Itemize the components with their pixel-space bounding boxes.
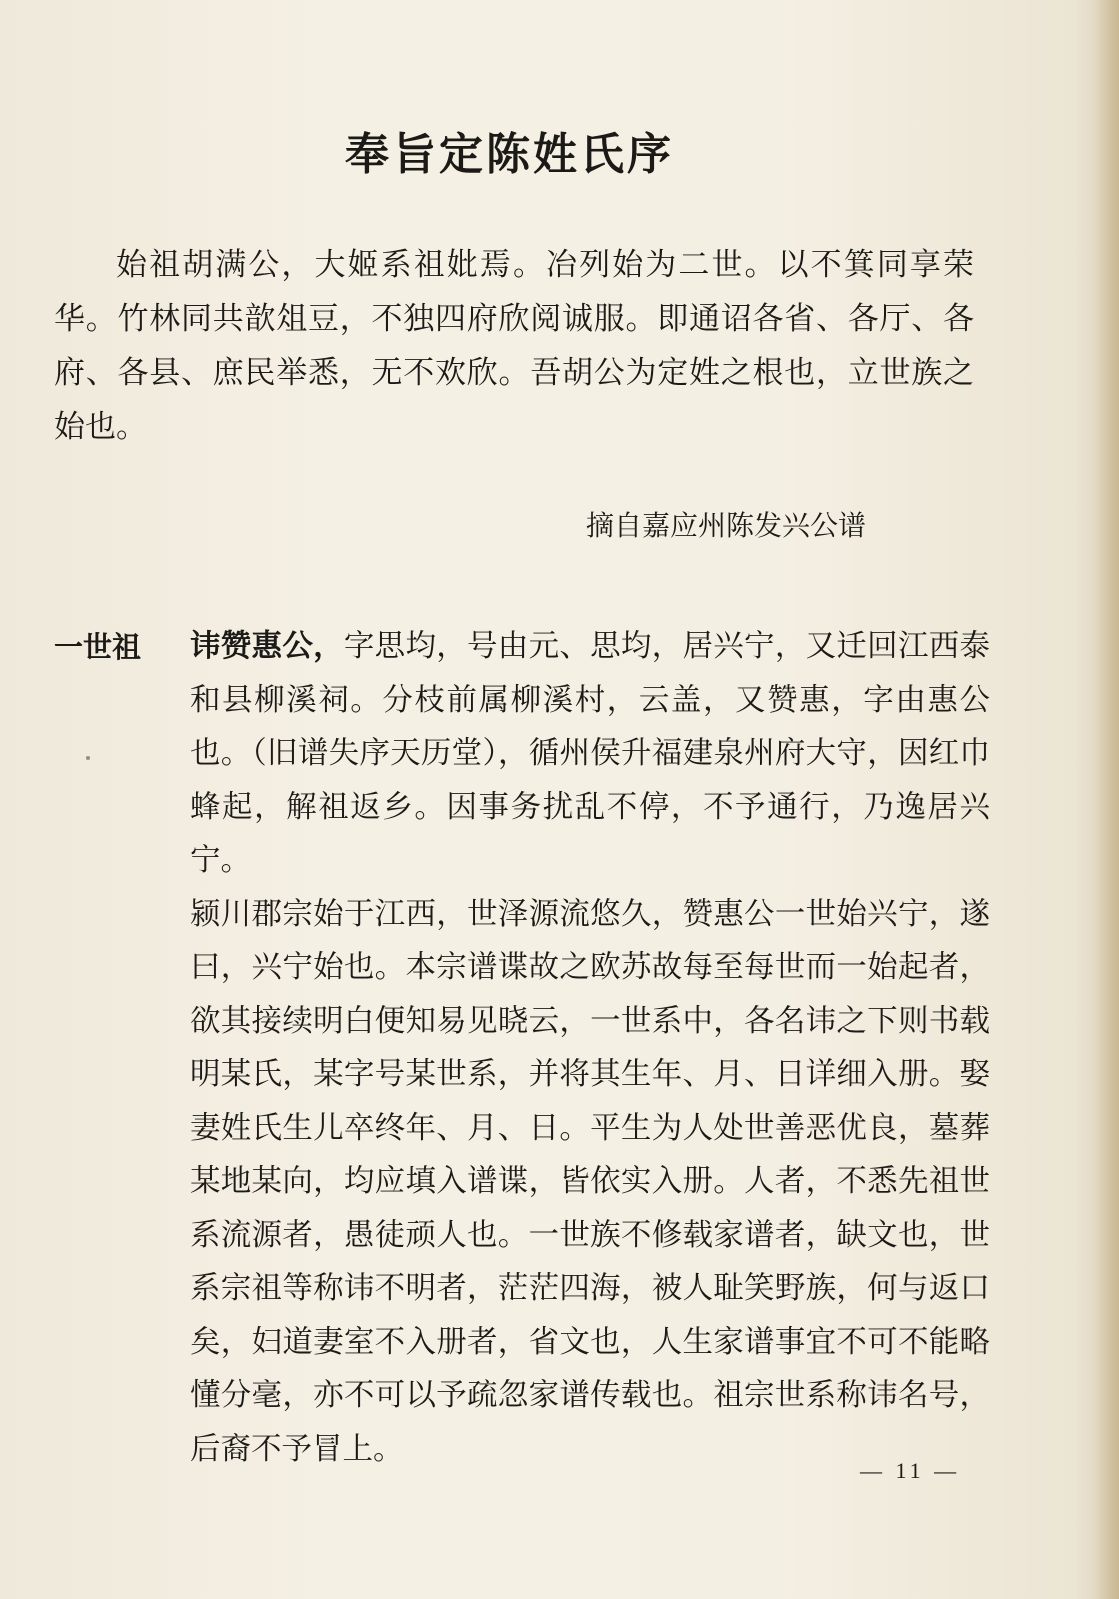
generation-paragraph-1-text: 字思均，号由元、思均，居兴宁，又迁回江西泰和县柳溪祠。分枝前属柳溪村，云盖，又赞惠，字由惠公也。（旧谱失序天历堂），循州侯升福建泉州府大守，因红巾蜂起，解祖返乡。因事务扰乱不停，不予通行，乃逸居兴宁。 [190, 629, 991, 878]
intro-paragraph: 始祖胡满公，大姬系祖妣焉。冶列始为二世。以不箕同享荣华。竹林同共歆俎豆，不独四府欣阅诚服。即通诏各省、各厅、各府、各县、庶民举悉，无不欢欣。吾胡公为定姓之根也，立世族之始也。 [54, 247, 974, 445]
page-number: — 11 — [860, 1458, 961, 1483]
page-edge-shadow [1095, 0, 1119, 1599]
generation-label: 一世祖 [54, 630, 142, 664]
generation-entry [190, 620, 990, 1476]
page-title: 奉旨定陈姓氏序 [345, 129, 674, 180]
source-attribution: 摘自嘉应州陈发兴公谱 [586, 509, 867, 542]
paper-speck [86, 756, 90, 760]
generation-paragraph-2: 颍川郡宗始于江西，世泽源流悠久，赞惠公一世始兴宁，遂曰，兴宁始也。本宗谱谍故之欧苏故每至每世而一始起者，欲其接续明白便知易见晓云，一世系中，各名讳之下则书载明某氏，某字号某世系，并将其生年、月、日详细入册。娶妻姓氏生儿卒终年、月、日。平生为人处世善恶优良，墓葬某地某向，均应填入谱谍，皆依实入册。人者，不悉先祖世系流源者，愚徒顽人也。一世族不修载家谱者，缺文也，世系宗祖等称讳不明者，茫茫四海，被人耻笑野族，何与返口矣，妇道妻室不入册者，省文也，人生家谱事宜不可不能略懂分毫，亦不可以予疏忽家谱传载也。祖宗世系称讳名号，后裔不予冒上。 [190, 896, 990, 1467]
generation-paragraph-1 [190, 620, 990, 888]
ancestor-name: 讳赞惠公， [190, 629, 344, 664]
